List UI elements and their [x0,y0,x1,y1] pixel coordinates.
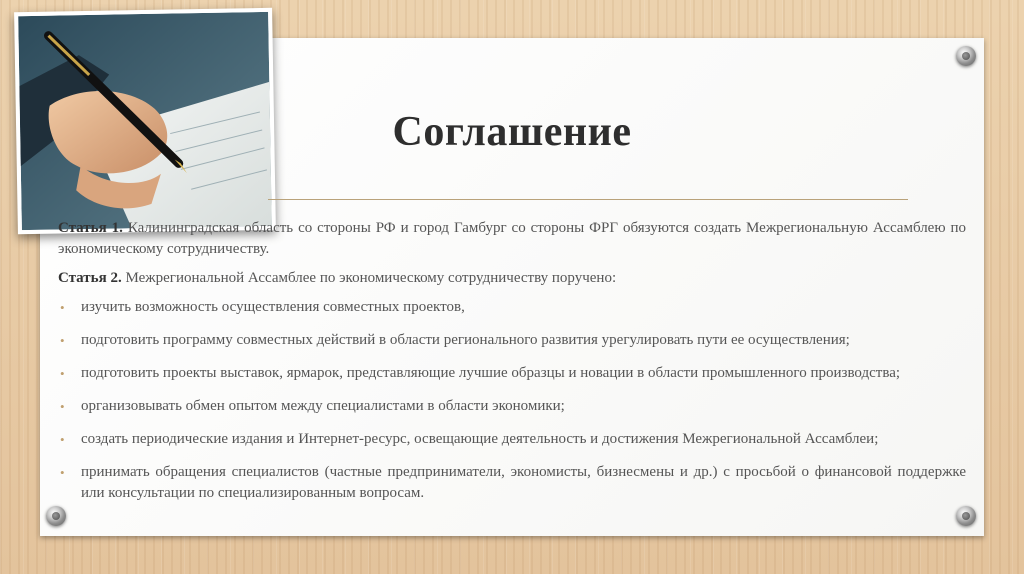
slide-title: Соглашение [392,109,632,155]
article-2 [58,268,966,289]
bullet-icon: • [60,432,65,447]
article-text: Межрегиональной Ассамблее по экономическому сотрудничеству поручено: [121,270,617,286]
signing-document-photo [14,8,276,234]
bullet-icon: • [60,300,65,315]
pushpin-icon [956,46,976,66]
bullet-icon: • [60,366,65,381]
bullet-icon: • [60,333,65,348]
article-label: Статья 1. [58,220,123,236]
list-item [58,429,966,450]
slide-body [58,218,966,516]
bullet-icon: • [60,465,65,480]
article-label: Статья 2. [58,270,122,286]
bullet-icon: • [60,399,65,414]
list-item-text: изучить возможность осуществления совместных проектов, [81,299,465,315]
list-item-text: создать периодические издания и Интернет-ресурс, освещающие деятельность и достижения Межрегиональной Ассамблеи; [81,431,879,447]
title-divider [268,199,908,200]
list-item-text: подготовить программу совместных действий в области регионального развития урегулировать пути ее осуществления; [81,332,850,348]
article-text: Калининградская область со стороны РФ и город Гамбург со стороны ФРГ обязуются создать Межрегиональную Ассамблею по экономическому сотрудничеству. [58,220,967,257]
list-item [58,363,966,384]
list-item-text: подготовить проекты выставок, ярмарок, представляющие лучшие образцы и новации в области промышленного производства; [81,365,901,381]
article-1 [58,218,966,260]
list-item-text: принимать обращения специалистов (частные предприниматели, экономисты, бизнесмены и др.) с просьбой о финансовой поддержке или консультации по специализированным вопросам. [81,464,966,501]
list-item [58,297,966,318]
list-item-text: организовывать обмен опытом между специалистами в области экономики; [81,398,565,414]
list-item [58,462,966,504]
list-item [58,330,966,351]
bullet-list [58,297,966,504]
list-item [58,396,966,417]
